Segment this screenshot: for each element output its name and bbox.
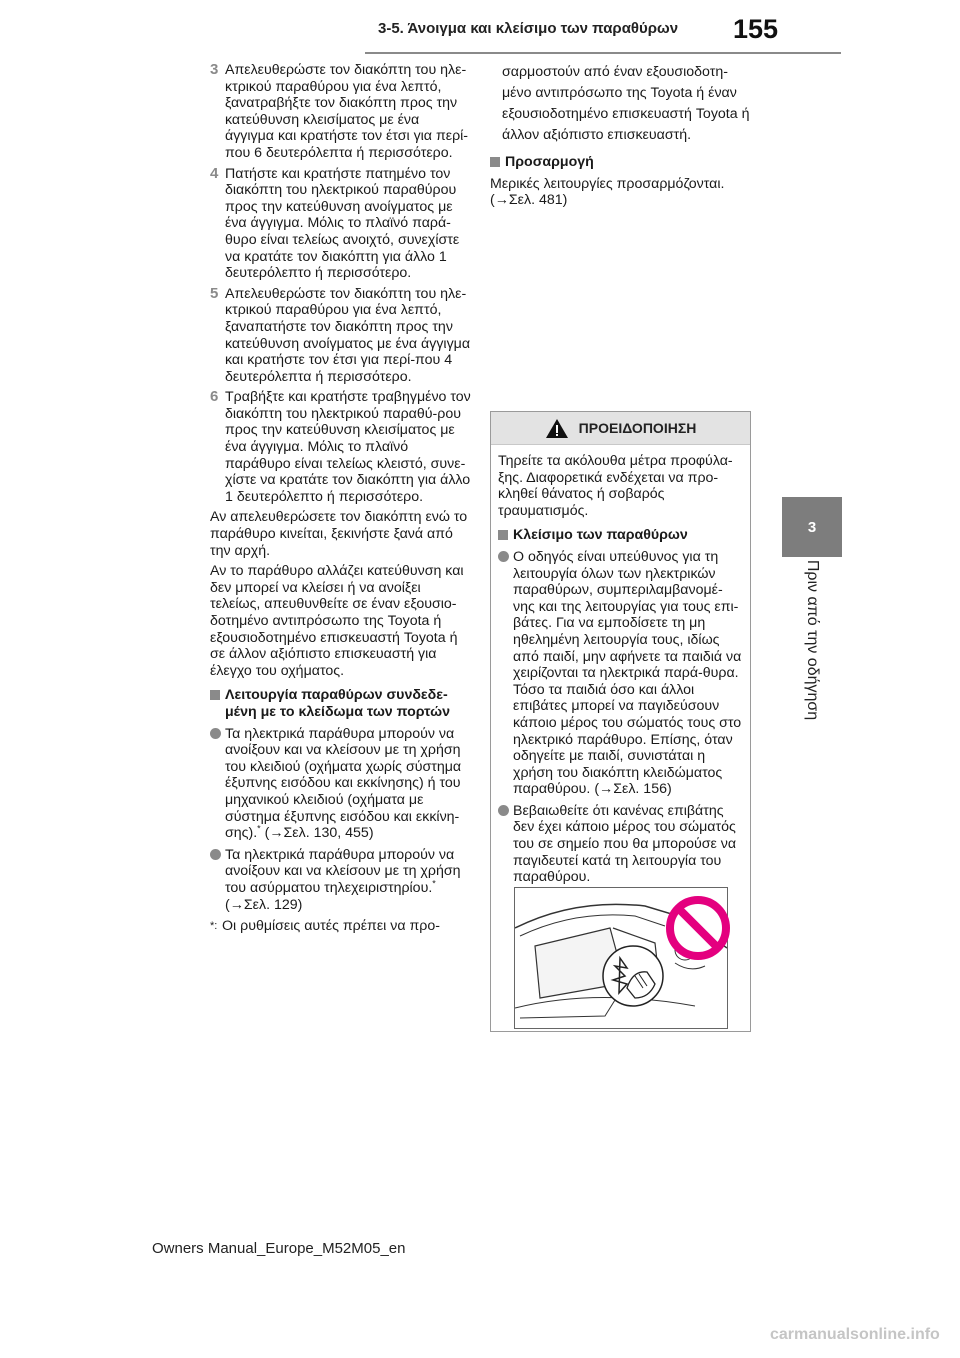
circle-bullet-icon — [210, 728, 221, 739]
footnote-continuation: σαρμοστούν από έναν εξουσιοδοτη-μένο αντιπρόσωπο της Toyota ή έναν εξουσιοδοτημένο επισκευαστή Toyota ή άλλον αξιόπιστο επισκευαστή. — [502, 64, 750, 143]
list-item — [210, 726, 472, 842]
list-item — [210, 847, 472, 913]
step-text: Απελευθερώστε τον διακόπτη του ηλε-κτρικού παραθύρου για ένα λεπτό, ξαναπατήστε τον διακόπτη προς την κατεύθυνση ανοίγματος με ένα άγγιγμα και κρατήστε τον έτσι για περί-που 4 δευτερόλεπτα ή περισσότερο. — [225, 285, 471, 385]
restart-note: Αν απελευθερώσετε τον διακόπτη ενώ το παράθυρο κινείται, ξεκινήστε ξανά από την αρχή. — [210, 509, 468, 559]
bullet-text: Τα ηλεκτρικά παράθυρα μπορούν να ανοίξουν και να κλείσουν με τη χρήση του κλειδιού (οχήματα χωρίς σύστημα έξυπνης εισόδου και εκκίνησης) ή του μηχανικού κλειδιού (οχήματα με σύστημα έξυπνης εισόδου και εκκίνη-σης). — [225, 725, 462, 842]
step-text: Τραβήξτε και κρατήστε τραβηγμένο τον διακόπτη του ηλεκτρικού παραθύ-ρου προς την κατεύθυνση κλεισίματος με ένα άγγιγμα. Μόλις το πλαϊνό παράθυρο είναι τελείως κλειστό, συνε-χίστε να κρατάτε τον διακόπτη για άλλο 1 δευτερόλεπτο ή περισσότερο. — [225, 389, 471, 505]
warning-triangle-icon — [545, 418, 569, 439]
footnote — [210, 918, 472, 935]
warning-header — [491, 412, 750, 445]
left-column — [210, 62, 472, 935]
square-bullet-icon — [210, 690, 220, 700]
step-item — [210, 286, 472, 386]
customization-text: Μερικές λειτουργίες προσαρμόζονται. (→Σελ. 481) — [490, 175, 725, 209]
warning-title: ΠΡΟΕΙΔΟΠΟΙΗΣΗ — [578, 420, 697, 436]
step-number: 3 — [210, 61, 219, 78]
subheading-text: Κλείσιμο των παραθύρων — [513, 527, 688, 544]
page-reference[interactable]: (→Σελ. 129) — [225, 896, 303, 913]
page-reference[interactable]: (→Σελ. 130, 455) — [260, 825, 374, 842]
footnote-mark: *: — [210, 920, 218, 933]
service-note: Αν το παράθυρο αλλάζει κατεύθυνση και δεν μπορεί να κλείσει ή να ανοίξει τελείως, απευθυνθείτε σε έναν εξουσιο-δοτημένο αντιπρόσωπο της Toyota ή εξουσιοδοτημένο επισκευαστή Toyota ή σε άλλον αξιόπιστο επισκευαστή για έλεγχο του οχήματος. — [210, 563, 464, 679]
warning-body — [491, 445, 750, 886]
square-bullet-icon — [498, 530, 508, 540]
section-title: 3-5. Άνοιγμα και κλείσιμο των παραθύρων — [378, 20, 679, 37]
square-bullet-icon — [490, 157, 500, 167]
footer-text: Owners Manual_Europe_M52M05_en — [152, 1240, 406, 1257]
right-column — [490, 62, 752, 213]
circle-bullet-icon — [210, 849, 221, 860]
bullet-text: Τα ηλεκτρικά παράθυρα μπορούν να ανοίξουν και να κλείσουν με τη χρήση του ασύρματου τηλεχειριστηρίου. — [225, 846, 461, 896]
step-number: 6 — [210, 388, 219, 406]
footnote-text: Οι ρυθμίσεις αυτές πρέπει να προ- — [222, 918, 440, 935]
door-lock-subheading — [210, 687, 472, 720]
subheading-text: Προσαρμογή — [505, 154, 594, 170]
prohibition-icon — [664, 894, 732, 962]
step-text: Πατήστε και κρατήστε πατημένο τον διακόπτη του ηλεκτρικού παραθύρου προς την κατεύθυνση ανοίγματος με ένα άγγιγμα. Μόλις το πλαϊνό παρά-θυρο είναι τελείως ανοιχτό, συνεχίστε να κρατάτε τον διακόπτη για άλλο 1 δευτερόλεπτο ή περισσότερο. — [225, 165, 460, 282]
footnote-marker: * — [257, 823, 261, 834]
step-number: 4 — [210, 164, 219, 182]
list-item — [498, 549, 743, 798]
warning-box — [490, 411, 751, 1032]
page-number: 155 — [733, 14, 779, 44]
footnote-marker: * — [432, 878, 436, 889]
chapter-label: Πριν από την οδήγηση — [804, 559, 821, 721]
customization-subheading — [490, 154, 752, 171]
warning-intro: Τηρείτε τα ακόλουθα μέτρα προφύλα-ξης. Διαφορετικά ενδέχεται να προ-κληθεί θάνατος ή σοβαρός τραυματισμός. — [498, 453, 733, 519]
step-item — [210, 166, 472, 282]
circle-bullet-icon — [498, 551, 509, 562]
step-number: 5 — [210, 284, 219, 302]
header-divider — [365, 52, 841, 54]
chapter-tab[interactable]: 3 — [782, 497, 842, 557]
bullet-text: Βεβαιωθείτε ότι κανένας επιβάτης δεν έχει κάποιο μέρος του σώματός του σε σημείο που θα μπορούσε να παγιδευτεί κατά τη λειτουργία του παραθύρου. — [513, 802, 737, 886]
bullet-text: Ο οδηγός είναι υπεύθυνος για τη λειτουργία όλων των ηλεκτρικών παραθύρων, συμπεριλαμβανομέ-νης και της λειτουργίας για τους επι-βάτες. Για να εμποδίσετε τη μη ηθελημένη λειτουργία τους, ιδίως από παιδί, μην αφήνετε τα παιδιά να χειρίζονται τα ηλεκτρικά παρά-θυρα. Τόσο τα παιδιά όσο και άλλοι επιβάτες μπορεί να παγιδεύσουν κάποιο μέρος του σώματός τους στο ηλεκτρικό παράθυρο. Επίσης, όταν οδηγείτε με παιδί, συνιστάται η χρήση του διακόπτη κλειδώματος παραθύρου. (→Σελ. 156) — [513, 548, 742, 798]
step-item — [210, 62, 472, 162]
step-item — [210, 389, 472, 505]
list-item — [498, 803, 743, 886]
step-text: Απελευθερώστε τον διακόπτη του ηλε-κτρικού παραθύρου για ένα λεπτό, ξανατραβήξτε τον διακόπτη προς την κατεύθυνση κλεισίματος με ένα άγγιγμα και κρατήστε τον έτσι για περί-που 6 δευτερόλεπτα ή περισσότερο. — [225, 62, 469, 161]
subheading-text: Λειτουργία παραθύρων συνδεδε-μένη με το κλείδωμα των πορτών — [225, 687, 450, 720]
circle-bullet-icon — [498, 805, 509, 816]
watermark[interactable]: carmanualsonline.info — [770, 1326, 940, 1343]
warning-subheading — [498, 527, 743, 544]
